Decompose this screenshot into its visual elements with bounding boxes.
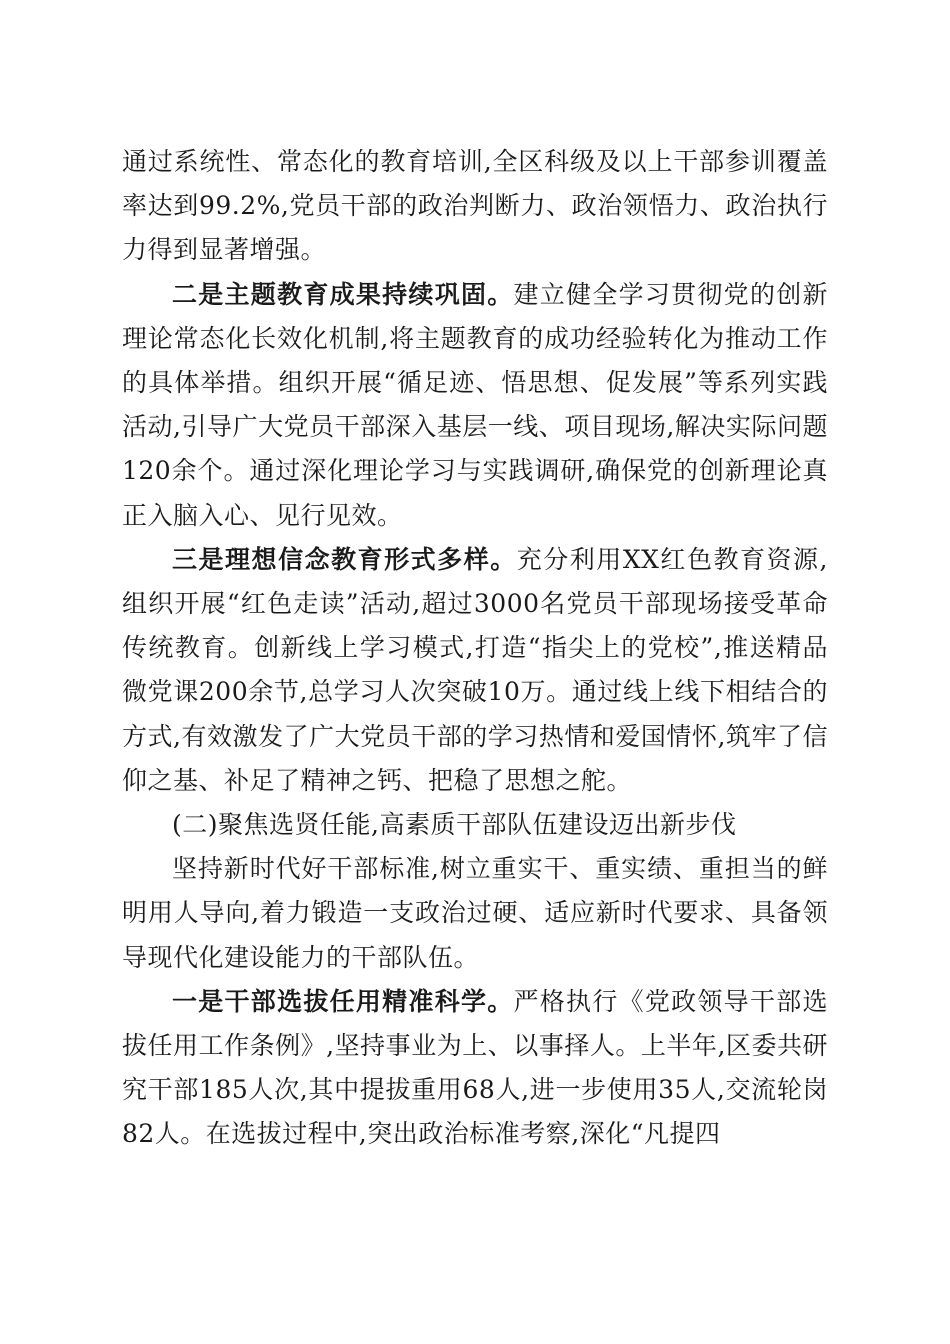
paragraph-ideals-education bbox=[122, 538, 828, 803]
paragraph-text: 严格执行《党政领导干部选拔任用工作条例》,坚持事业为上、以事择人。上半年,区委共研究干部185人次,其中提拔重用68人,进一步使用35人,交流轮岗82人。在选拔过程中,突出政治标准考察,深化“凡提四 bbox=[122, 986, 828, 1149]
paragraph-cadre-standard bbox=[122, 847, 828, 980]
paragraph-continuation bbox=[122, 140, 828, 273]
section-heading: (二)聚焦选贤任能,高素质干部队伍建设迈出新步伐 bbox=[172, 810, 737, 840]
paragraph-text: 坚持新时代好干部标准,树立重实干、重实绩、重担当的鲜明用人导向,着力锻造一支政治过硬、适应新时代要求、具备领导现代化建设能力的干部队伍。 bbox=[122, 854, 828, 972]
paragraph-lead: 三是理想信念教育形式多样。 bbox=[172, 544, 517, 574]
paragraph-text: 充分利用XX红色教育资源,组织开展“红色走读”活动,超过3000名党员干部现场接受革命传统教育。创新线上学习模式,打造“指尖上的党校”,推送精品微党课200余节,总学习人次突破10万。通过线上线下相结合的方式,有效激发了广大党员干部的学习热情和爱国情怀,筑牢了信仰之基、补足了精神之钙、把稳了思想之舵。 bbox=[122, 544, 828, 795]
paragraph-cadre-selection bbox=[122, 980, 828, 1157]
paragraph-text: 建立健全学习贯彻党的创新理论常态化长效化机制,将主题教育的成功经验转化为推动工作的具体举措。组织开展“循足迹、悟思想、促发展”等系列实践活动,引导广大党员干部深入基层一线、项目现场,解决实际问题120余个。通过深化理论学习与实践调研,确保党的创新理论真正入脑入心、见行见效。 bbox=[122, 279, 828, 530]
paragraph-lead: 一是干部选拔任用精准科学。 bbox=[172, 986, 514, 1016]
document-body bbox=[122, 140, 828, 1157]
paragraph-lead: 二是主题教育成果持续巩固。 bbox=[172, 279, 514, 309]
paragraph-text: 通过系统性、常态化的教育培训,全区科级及以上干部参训覆盖率达到99.2%,党员干部的政治判断力、政治领悟力、政治执行力得到显著增强。 bbox=[122, 147, 828, 265]
paragraph-theme-education bbox=[122, 273, 828, 538]
